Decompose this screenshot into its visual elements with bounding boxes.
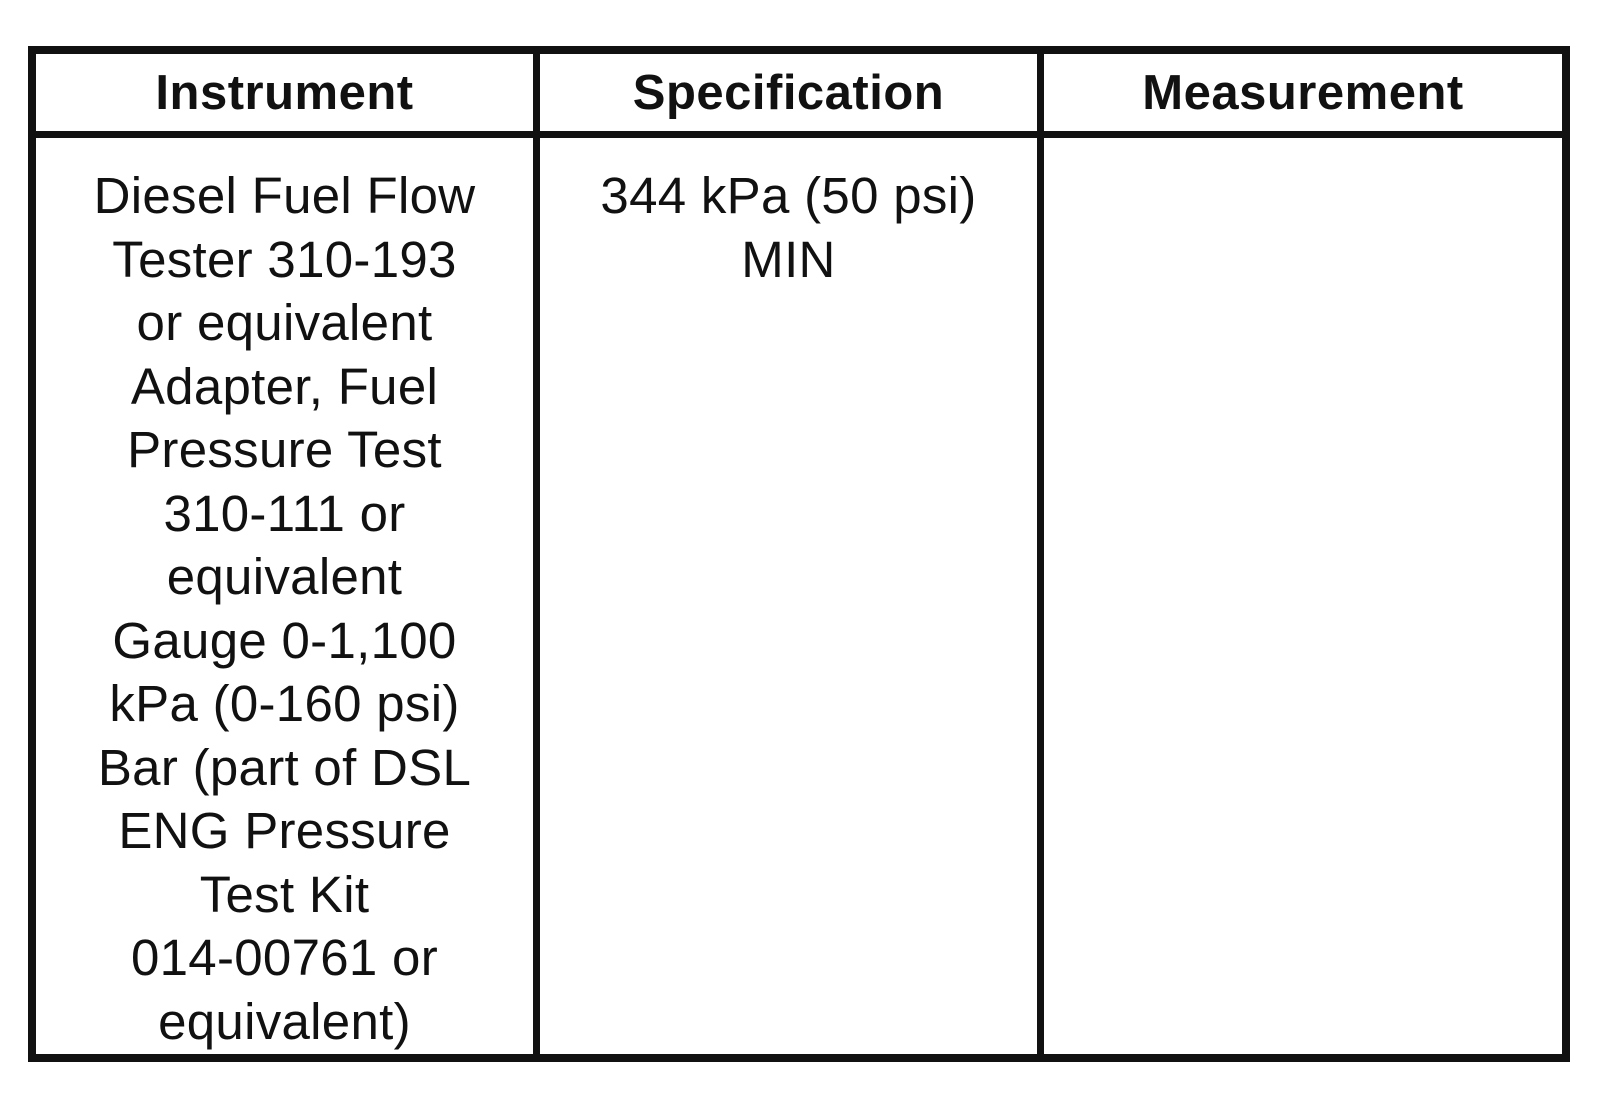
header-instrument: Instrument bbox=[36, 54, 540, 138]
instrument-cell: Diesel Fuel Flow Tester 310-193 or equivalent Adapter, Fuel Pressure Test 310-111 or equivalent Gauge 0-1,100 kPa (0-160 psi) Bar (part of DSL ENG Pressure Test Kit 014-00761 or equivalent) bbox=[36, 138, 540, 1054]
specification-cell: 344 kPa (50 psi) MIN bbox=[540, 138, 1044, 1054]
specification-table bbox=[28, 46, 1570, 1062]
measurement-cell bbox=[1044, 138, 1562, 1054]
header-specification: Specification bbox=[540, 54, 1044, 138]
header-measurement: Measurement bbox=[1044, 54, 1562, 138]
